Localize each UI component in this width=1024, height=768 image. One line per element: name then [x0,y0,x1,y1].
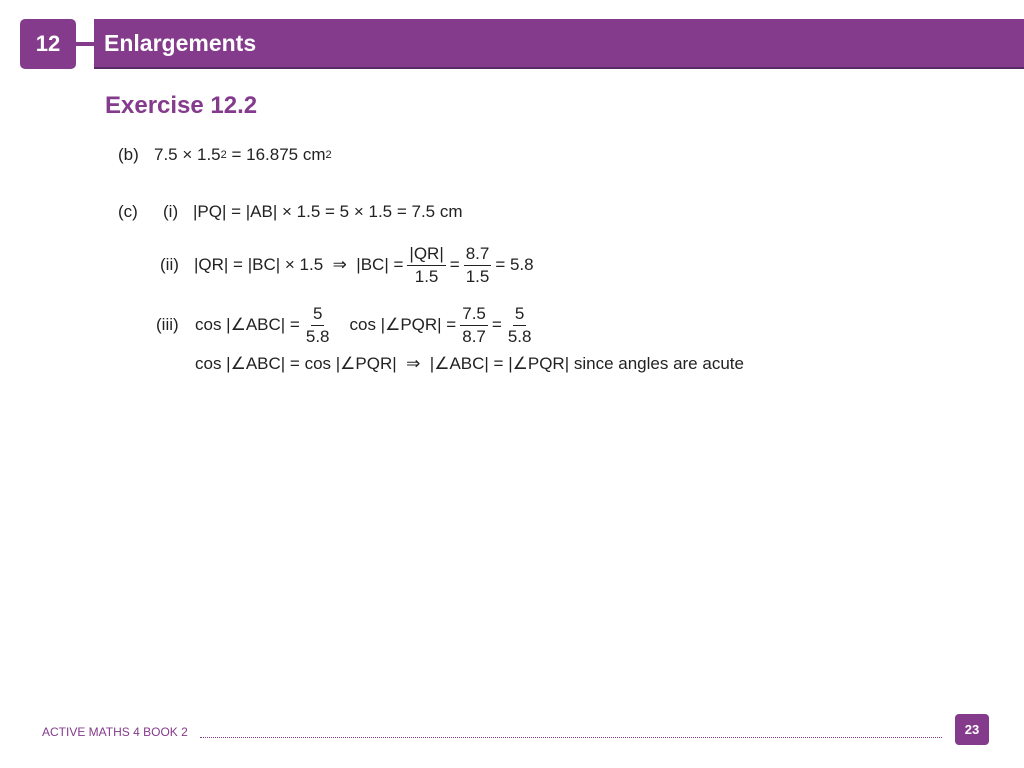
part-c-i-text: |PQ| = |AB| × 1.5 = 5 × 1.5 = 7.5 cm [193,202,463,221]
fraction-denominator: 1.5 [465,266,490,286]
fraction-5-over-5-8-second [506,304,534,346]
part-c-iii-text-a: cos |∠ABC| = [195,315,300,335]
part-c-iii-text-b: cos |∠PQR| = [349,315,457,335]
equals-sign: = [491,315,502,335]
part-b-expr-a: 7.5 × 1.5 [154,145,221,164]
exercise-title: Exercise 12.2 [105,92,258,119]
chapter-title-bar [94,19,1024,69]
solution-c-ii [160,244,534,286]
part-c-iii-conclusion: cos |∠ABC| = cos |∠PQR| ⇒ |∠ABC| = |∠PQR| since angles are acute [195,354,744,373]
part-c-i-label: (i) [163,202,179,221]
fraction-numerator: 8.7 [464,244,492,266]
solution-c-iii [156,304,537,346]
fraction-numerator: |QR| [407,244,445,266]
fraction-8-7-over-1-5 [464,244,492,286]
part-b-label: (b) [118,145,139,164]
fraction-denominator: 5.8 [305,326,330,346]
part-b-expr-b: = 16.875 cm [226,145,326,164]
equals-sign: = [449,255,460,275]
fraction-denominator: 5.8 [507,326,532,346]
part-c-ii-label: (ii) [160,255,179,275]
fraction-denominator: 1.5 [414,266,439,286]
page-number-badge [955,714,989,745]
part-c-iii-label: (iii) [156,315,179,335]
chapter-number-badge [20,19,76,69]
chapter-number: 12 [35,31,61,56]
fraction-denominator: 8.7 [462,326,486,346]
chapter-title: Enlargements [104,30,257,56]
fraction-numerator: 5 [311,304,324,326]
fraction-numerator: 5 [513,304,526,326]
solution-b: (b) 7.5 × 1.5 2 = 16.875 cm 2 [118,145,332,164]
fraction-5-over-5-8 [304,304,332,346]
part-c-label: (c) [118,202,138,221]
fraction-qr-over-1-5 [407,244,445,286]
page-number: 23 [964,722,980,737]
fraction-numerator: 7.5 [460,304,488,326]
header-connector [76,42,94,46]
solution-c-iii-conclusion [195,354,744,374]
solution-c-i [118,202,463,222]
part-c-ii-result: = 5.8 [495,255,534,275]
fraction-7-5-over-8-7 [460,304,488,346]
part-c-ii-text: |QR| = |BC| × 1.5 ⇒ |BC| = [194,255,404,275]
footer-book-title: ACTIVE MATHS 4 BOOK 2 [42,725,188,739]
footer-dotted-rule [200,737,942,738]
